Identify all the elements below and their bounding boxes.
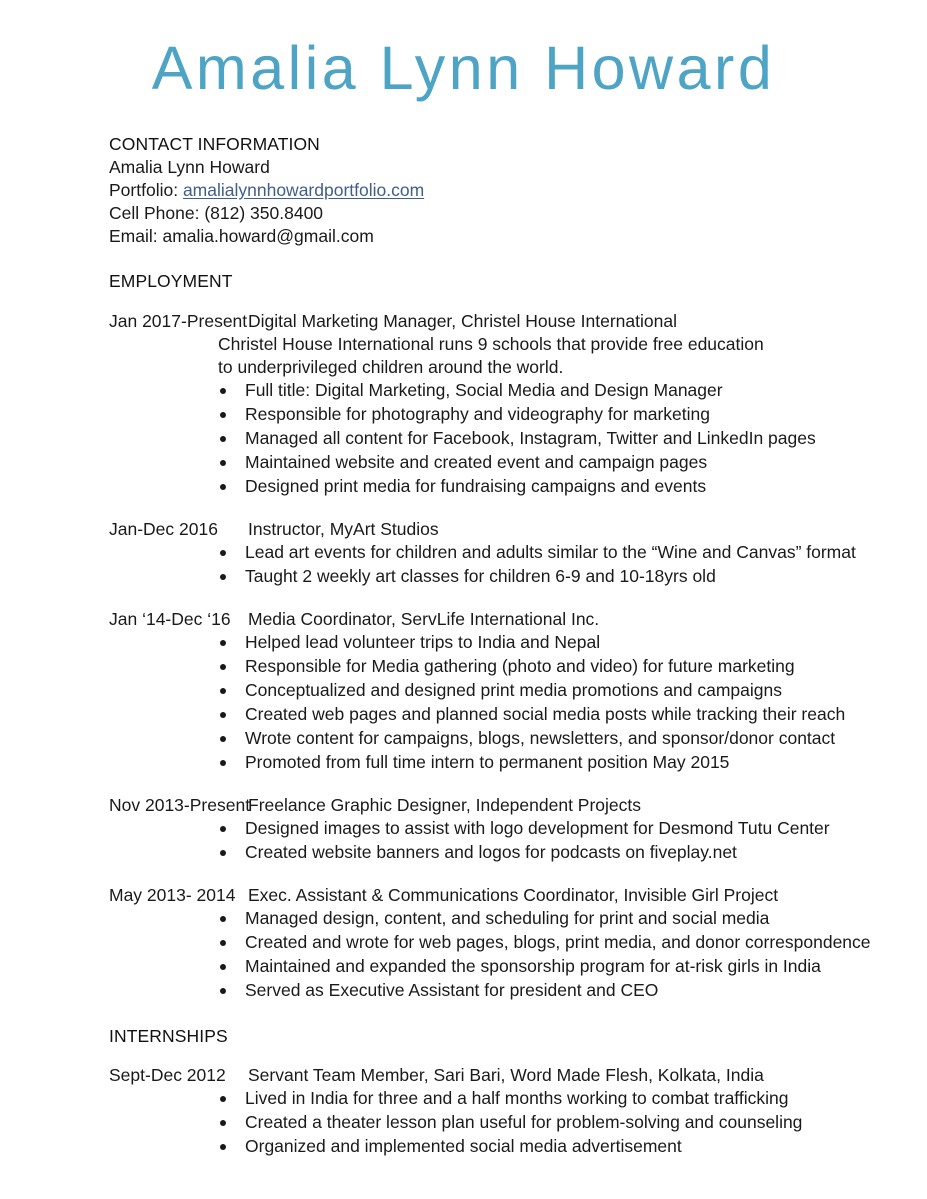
entry-bullet-list (220, 817, 867, 865)
entry-date: May 2013- 2014 (109, 885, 236, 905)
entry-title: Instructor, MyArt Studios (248, 519, 439, 540)
section-heading-internships: INTERNSHIPS (109, 1025, 228, 1046)
list-item: Responsible for photography and videography for marketing (220, 403, 867, 427)
list-item: Responsible for Media gathering (photo and video) for future marketing (220, 655, 867, 679)
list-item: Promoted from full time intern to permanent position May 2015 (220, 751, 867, 775)
entry-bullet-list (220, 907, 871, 1003)
spacer (109, 248, 867, 270)
list-item: Full title: Digital Marketing, Social Media and Design Manager (220, 379, 867, 403)
entry-title: Digital Marketing Manager, Christel House International (248, 310, 677, 331)
employment-entry (109, 518, 867, 541)
spacer (109, 775, 867, 794)
spacer (109, 499, 867, 518)
contact-portfolio-label: Portfolio: (109, 180, 183, 201)
entry-description: Christel House International runs 9 schools that provide free education to underprivileged children around the world. (218, 333, 764, 377)
contact-full-name: Amalia Lynn Howard (109, 157, 270, 178)
spacer (109, 865, 867, 884)
list-item: Lead art events for children and adults similar to the “Wine and Canvas” format (220, 541, 867, 565)
entry-bullet-list (220, 631, 867, 775)
list-item: Maintained and expanded the sponsorship program for at-risk girls in India (220, 955, 867, 979)
list-item: Managed design, content, and scheduling for print and social media (220, 907, 867, 931)
spacer (109, 294, 867, 310)
list-item: Served as Executive Assistant for president and CEO (220, 979, 867, 1003)
list-item: Created web pages and planned social media posts while tracking their reach (220, 703, 867, 727)
entry-title: Media Coordinator, ServLife International Inc. (248, 609, 600, 630)
contact-email: Email: amalia.howard@gmail.com (109, 226, 374, 247)
list-item: Conceptualized and designed print media promotions and campaigns (220, 679, 867, 703)
contact-portfolio (109, 179, 867, 202)
section-heading-contact: CONTACT INFORMATION (109, 134, 320, 154)
portfolio-link[interactable]: amalialynnhowardportfolio.com (182, 180, 425, 201)
spacer (109, 1048, 867, 1064)
list-item: Created a theater lesson plan useful for problem-solving and counseling (220, 1111, 867, 1135)
entry-date: Jan 2017-Present (109, 310, 248, 331)
list-item: Designed print media for fundraising campaigns and events (220, 475, 867, 499)
entry-date: Nov 2013-Present (109, 794, 251, 815)
resume-body (0, 99, 927, 1159)
list-item: Created website banners and logos for podcasts on fiveplay.net (220, 841, 867, 865)
list-item: Managed all content for Facebook, Instagram, Twitter and LinkedIn pages (220, 427, 867, 451)
employment-entry (109, 794, 867, 817)
entry-title: Freelance Graphic Designer, Independent Projects (248, 794, 642, 815)
entry-bullet-list (220, 1087, 867, 1159)
entry-date: Jan ‘14-Dec ‘16 (109, 609, 231, 630)
entry-bullet-list (220, 379, 867, 499)
list-item: Wrote content for campaigns, blogs, newsletters, and sponsor/donor contact (220, 727, 867, 751)
entry-title: Servant Team Member, Sari Bari, Word Made Flesh, Kolkata, India (248, 1065, 764, 1086)
page-title: Amalia Lynn Howard (151, 34, 776, 102)
list-item: Created and wrote for web pages, blogs, print media, and donor correspondence (220, 931, 867, 955)
internship-entry (109, 1064, 867, 1087)
section-heading-employment: EMPLOYMENT (109, 271, 233, 292)
employment-entry (109, 884, 867, 907)
list-item: Maintained website and created event and campaign pages (220, 451, 867, 475)
list-item: Taught 2 weekly art classes for children 6-9 and 10-18yrs old (220, 565, 867, 589)
entry-bullet-list (220, 541, 867, 589)
entry-date: Jan-Dec 2016 (109, 519, 218, 540)
contact-phone: Cell Phone: (812) 350.8400 (109, 203, 324, 224)
employment-entry (109, 310, 867, 333)
entry-date: Sept-Dec 2012 (109, 1065, 226, 1086)
list-item: Designed images to assist with logo development for Desmond Tutu Center (220, 817, 867, 841)
list-item: Helped lead volunteer trips to India and Nepal (220, 631, 867, 655)
employment-entry (109, 608, 867, 631)
spacer (109, 1003, 867, 1025)
entry-title: Exec. Assistant & Communications Coordinator, Invisible Girl Project (248, 885, 779, 905)
list-item: Organized and implemented social media advertisement (220, 1135, 867, 1159)
list-item: Lived in India for three and a half months working to combat trafficking (220, 1087, 867, 1111)
spacer (109, 589, 867, 608)
